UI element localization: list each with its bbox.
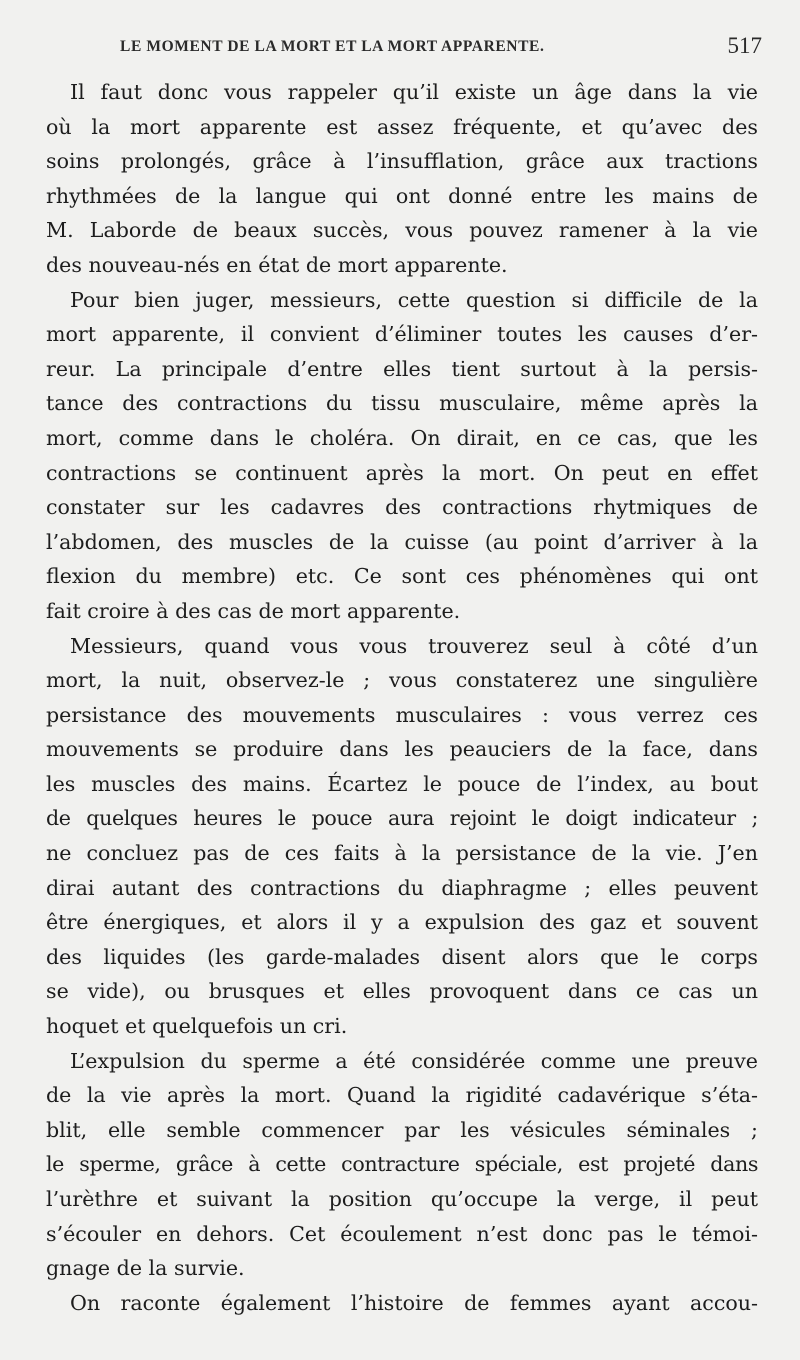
text-line: M. Laborde de beaux succès, vous pouvez ramener à la vie — [46, 218, 758, 243]
text-line: mort, comme dans le choléra. On dirait, en ce cas, que les — [46, 425, 758, 450]
text-line: ne concluez pas de ces faits à la persistance de la vie. J’en — [46, 841, 758, 866]
text-line: Messieurs, quand vous vous trouverez seul à côté d’un — [70, 633, 758, 658]
text-line: l’urèthre et suivant la position qu’occupe la verge, il peut — [46, 1187, 758, 1211]
text-line: rhythmées de la langue qui ont donné entre les mains de — [46, 183, 758, 208]
text-line: s’écouler en dehors. Cet écoulement n’est donc pas le témoi- — [46, 1221, 758, 1246]
text-line: se vide), ou brusques et elles provoquent dans ce cas un — [46, 979, 758, 1004]
text-line: hoquet et quelquefois un cri. — [46, 1014, 348, 1039]
text-line: blit, elle semble commencer par les vésicules séminales ; — [46, 1117, 758, 1142]
text-line: des nouveau-nés en état de mort apparente. — [46, 252, 508, 277]
page-number: 517 — [727, 33, 762, 58]
text-line: de quelques heures le pouce aura rejoint le doigt indicateur ; — [46, 806, 758, 831]
text-line: de la vie après la mort. Quand la rigidité cadavérique s’éta- — [46, 1083, 758, 1108]
text-line: fait croire à des cas de mort apparente. — [46, 598, 461, 623]
text-line: persistance des mouvements musculaires : vous verrez ces — [46, 702, 758, 727]
text-line: tance des contractions du tissu musculaire, même après la — [46, 391, 758, 416]
text-line: mouvements se produire dans les peauciers de la face, dans — [46, 737, 758, 762]
text-line: mort apparente, il convient d’éliminer toutes les causes d’er- — [46, 322, 758, 347]
text-line: dirai autant des contractions du diaphragme ; elles peuvent — [46, 875, 758, 900]
text-line: reur. La principale d’entre elles tient surtout à la persis- — [46, 356, 758, 381]
text-line: où la mort apparente est assez fréquente, et qu’avec des — [46, 114, 758, 139]
text-line: mort, la nuit, observez-le ; vous constaterez une singulière — [46, 668, 758, 693]
text-line: Il faut donc vous rappeler qu’il existe un âge dans la vie — [70, 80, 758, 104]
text-line: soins prolongés, grâce à l’insufflation, grâce aux tractions — [46, 149, 758, 174]
text-line: l’abdomen, des muscles de la cuisse (au point d’arriver à la — [46, 529, 758, 554]
text-line: le sperme, grâce à cette contracture spéciale, est projeté dans — [46, 1152, 758, 1177]
body-text — [46, 75, 758, 1320]
page-header — [40, 31, 762, 63]
text-line: les muscles des mains. Écartez le pouce de l’index, au bout — [46, 771, 758, 796]
text-line: contractions se continuent après la mort. On peut en effet — [46, 460, 758, 485]
text-line: constater sur les cadavres des contractions rhytmiques de — [46, 495, 758, 520]
running-title: LE MOMENT DE LA MORT ET LA MORT APPARENTE. — [120, 38, 545, 55]
text-line: On raconte également l’histoire de femmes ayant accou- — [70, 1290, 758, 1315]
text-line: Pour bien juger, messieurs, cette question si difficile de la — [70, 287, 758, 312]
text-line: flexion du membre) etc. Ce sont ces phénomènes qui ont — [46, 564, 758, 589]
text-line: L’expulsion du sperme a été considérée comme une preuve — [70, 1048, 758, 1073]
text-line: gnage de la survie. — [46, 1256, 245, 1281]
text-line: être énergiques, et alors il y a expulsion des gaz et souvent — [46, 910, 758, 935]
text-line: des liquides (les garde-malades disent alors que le corps — [46, 944, 758, 969]
